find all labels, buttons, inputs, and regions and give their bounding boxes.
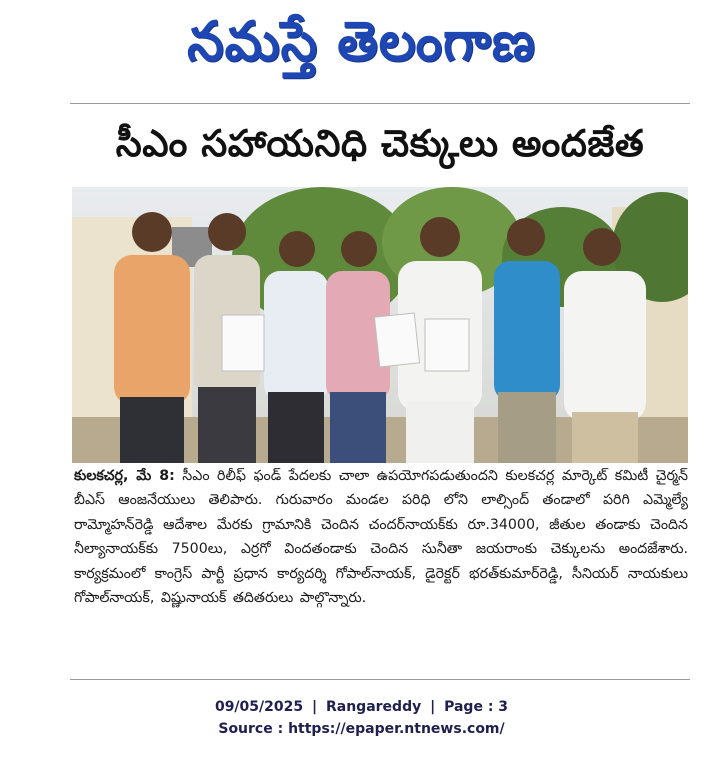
footer-info: [0, 699, 723, 715]
masthead-logo: [0, 2, 723, 82]
footer-separator: |: [307, 699, 322, 715]
footer-separator: |: [425, 699, 441, 715]
article-body-text: సీఎం రిలీఫ్ ఫండ్ పేదలకు చాలా ఉపయోగపడుతుందని కులకచర్ల మార్కెట్ కమిటీ చైర్మన్ బీఎస్ ఆంజనేయులు తెలిపారు. గురువారం మండల పరిధి లోని లాల్సింద్ తండాలో పరిగి ఎమ్మెల్యే రామ్మోహన్‌రెడ్డి ఆదేశాల మేరకు గ్రామానికి చెందిన చందర్‌నాయక్‌కు రూ.34000, జీతుల తండాకు చెందిన నీల్యానాయక్‌కు 7500లు, ఎర్రగో విందతండాకు చెందిన సునీతా జయరాంకు చెక్కులను అందజేశారు. కార్యక్రమంలో కాంగ్రెస్ పార్టీ ప్రధాన కార్యదర్శి గోపాల్‌నాయక్, డైరెక్టర్ భరత్‌కుమార్‌రెడ్డి, సీనియర్ నాయకులు గోపాల్‌నాయక్, విష్ణునాయక్ తదితరులు పాల్గొన్నారు.: [74, 468, 688, 607]
article-body: [74, 464, 688, 610]
footer-page: Page : 3: [444, 699, 509, 715]
masthead-title: నమస్తే తెలంగాణ: [187, 9, 536, 74]
article-headline: సీఎం సహాయనిధి చెక్కులు అందజేత: [115, 122, 645, 165]
top-divider: [70, 103, 690, 104]
article-photo: [72, 187, 688, 463]
footer-source[interactable]: Source : https://epaper.ntnews.com/: [218, 721, 505, 737]
footer-date: 09/05/2025: [214, 699, 304, 715]
article-dateline: కులకచర్ల, మే 8:: [74, 468, 175, 484]
footer-edition: Rangareddy: [325, 699, 422, 715]
bottom-divider: [70, 679, 690, 680]
